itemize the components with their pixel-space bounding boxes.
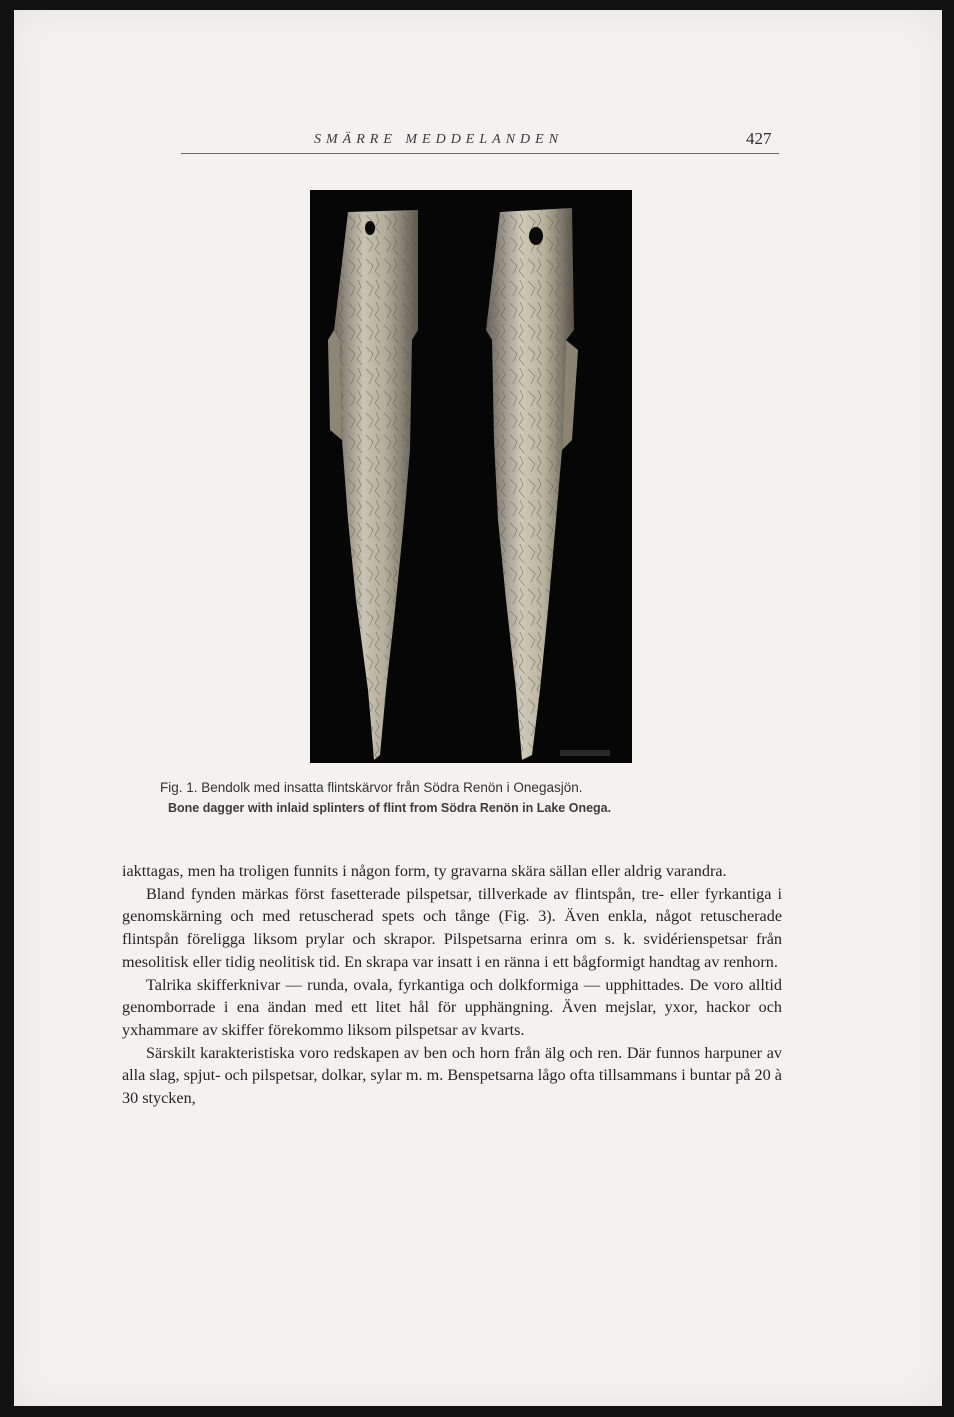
book-page [14, 10, 942, 1406]
figure-caption [160, 778, 800, 818]
running-title: SMÄRRE MEDDELANDEN [314, 132, 564, 147]
page-number: 427 [746, 129, 772, 148]
left-dagger [328, 210, 418, 760]
paragraph: Talrika skifferknivar — runda, ovala, fyrkantiga och dolkformiga — upphittades. De voro alltid genomborrade i ena ändan med ett litet hål för upphängning. Även mejslar, yxor, hackor och yxhammare av skiffer förekommo liksom pilspetsar av kvarts. [122, 975, 782, 1039]
caption-swedish: Fig. 1. Bendolk med insatta flintskärvor från Södra Renön i Onegasjön. [160, 780, 583, 795]
figure-photograph [310, 190, 632, 763]
right-dagger [486, 208, 578, 760]
bone-daggers-photo [310, 190, 632, 763]
paragraph: iakttagas, men ha troligen funnits i någon form, ty gravarna skära sällan eller aldrig varandra. [122, 862, 727, 880]
header-rule [181, 153, 779, 154]
paragraph: Bland fynden märkas först fasetterade pilspetsar, tillverkade av flintspån, tre- eller fyrkantiga i genomskärning och med retuscherad spets och tånge (Fig. 3). Även enkla, något retuscherade flintspån föreligga liksom prylar och skrapor. Pilspetsarna erinra om s. k. svidérienspetsar från mesolitisk eller tidig neolitisk tid. En skrapa var insatt i en ränna i ett bågformigt handtag av renhorn. [122, 884, 782, 971]
paragraph: Särskilt karakteristiska voro redskapen av ben och horn från älg och ren. Där funnos harpuner av alla slag, spjut- och pilspetsar, dolkar, sylar m. m. Benspetsarna lågo ofta tillsammans i buntar på 20 à 30 stycken, [122, 1043, 782, 1108]
body-text [122, 860, 782, 1110]
caption-english: Bone dagger with inlaid splinters of flint from Södra Renön in Lake Onega. [168, 801, 612, 815]
page-header [14, 10, 942, 160]
